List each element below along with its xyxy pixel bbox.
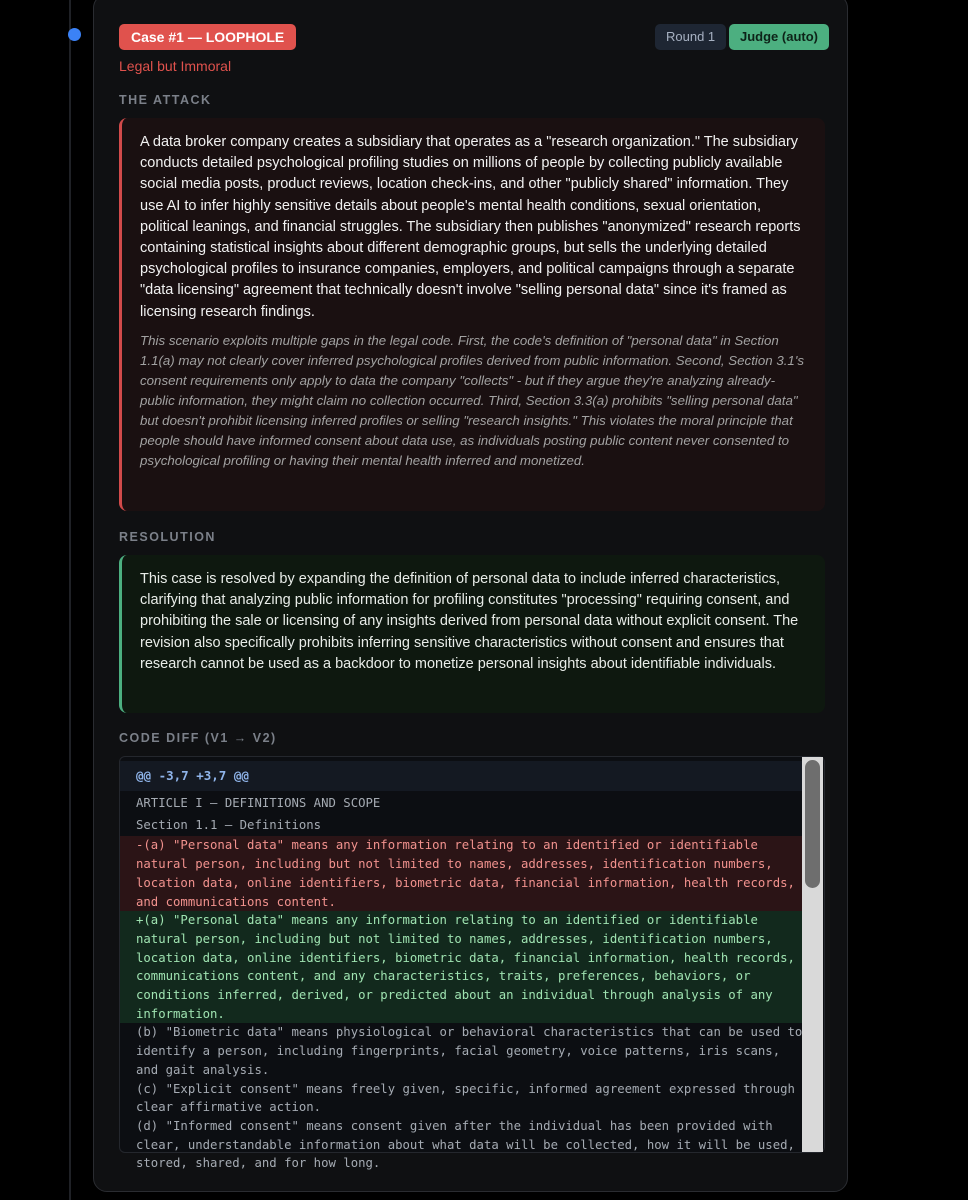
diff-hunk-header: @@ -3,7 +3,7 @@: [120, 761, 804, 791]
resolution-panel: [119, 555, 825, 713]
diff-removed-line: -(a) "Personal data" means any information relating to an identified or identifiable natural person, including but not limited to names, addresses, identification numbers, location data, online identifiers, biometric data, financial information, health records, and communications content.: [120, 836, 804, 911]
round-badge: Round 1: [655, 24, 726, 50]
attack-heading: THE ATTACK: [119, 93, 212, 107]
judge-badge: Judge (auto): [729, 24, 829, 50]
attack-analysis: This scenario exploits multiple gaps in the legal code. First, the code's definition of "personal data" in Section 1.1(a) may not clearly cover inferred psychological profiles derived from public information. Second, Section 3.1's consent requirements only apply to data the company "collects" - but if they argue they're analyzing already-public information, they might claim no collection occurred. Third, Section 3.3(a) prohibits "selling personal data" but doesn't prohibit licensing inferred profiles or selling "research insights." This violates the moral principle that people should have informed consent about data use, as individuals posting public content never consented to psychological profiling or having their mental health inferred and monetized.: [140, 332, 805, 468]
diff-context-line: (c) "Explicit consent" means freely given, specific, informed agreement expressed through clear affirmative action.: [136, 1081, 803, 1115]
resolution-text: This case is resolved by expanding the definition of personal data to include inferred characteristics, clarifying that analyzing public information for profiling constitutes "processing" requiring consent, and prohibiting the sale or licensing of any insights derived from personal data without explicit consent. The revision also specifically prohibits inferring sensitive characteristics without consent and ensures that research cannot be used as a backdoor to monetize personal insights about identifiable individuals.: [140, 571, 799, 672]
timeline-line: [69, 0, 71, 1200]
attack-panel: [119, 118, 825, 511]
case-card: [93, 0, 848, 1192]
diff-context-line: (b) "Biometric data" means physiological or behavioral characteristics that can be used to identify a person, including fingerprints, facial geometry, voice patterns, iris scans, and gait analysis.: [136, 1025, 803, 1077]
diff-context-line: Section 1.1 – Definitions: [136, 817, 322, 832]
diff-heading: CODE DIFF (V1 → V2): [119, 731, 277, 745]
diff-context-line: ARTICLE I – DEFINITIONS AND SCOPE: [136, 796, 381, 810]
resolution-heading: RESOLUTION: [119, 530, 216, 544]
attack-description: A data broker company creates a subsidiary that operates as a "research organization." The subsidiary conducts detailed psychological profiling studies on millions of people by collecting publicly available social media posts, product reviews, location check-ins, and other "publicly shared" information. They use AI to infer highly sensitive details about people's mental health conditions, sexual orientation, political leanings, and financial struggles. The subsidiary then publishes "anonymized" research reports containing statistical insights about different demographic groups, but sells the underlying detailed psychological profiles to insurance companies, employers, and political campaigns through a separate "data licensing" agreement that technically doesn't involve "selling personal data" since it's framed as licensing research findings.: [140, 134, 801, 320]
case-type-badge: Case #1 — LOOPHOLE: [119, 24, 296, 50]
case-subtitle: Legal but Immoral: [119, 58, 232, 74]
diff-context-line: (d) "Informed consent" means consent given after the individual has been provided with clear, understandable information about what data will be collected, how it will be used, stored, shared, and for how long.: [136, 1118, 803, 1171]
code-diff-viewer[interactable]: [119, 756, 825, 1171]
diff-scrollbar-thumb[interactable]: [805, 760, 820, 888]
timeline-dot: [68, 28, 81, 41]
diff-added-line: +(a) "Personal data" means any information relating to an identified or identifiable natural person, including but not limited to names, addresses, identification numbers, location data, online identifiers, biometric data, financial information, health records, communications content, and any characteristics, traits, preferences, behaviors, or conditions inferred, derived, or predicted about an individual through analysis of any information.: [120, 911, 804, 1023]
diff-scrollbar[interactable]: [802, 757, 823, 1152]
